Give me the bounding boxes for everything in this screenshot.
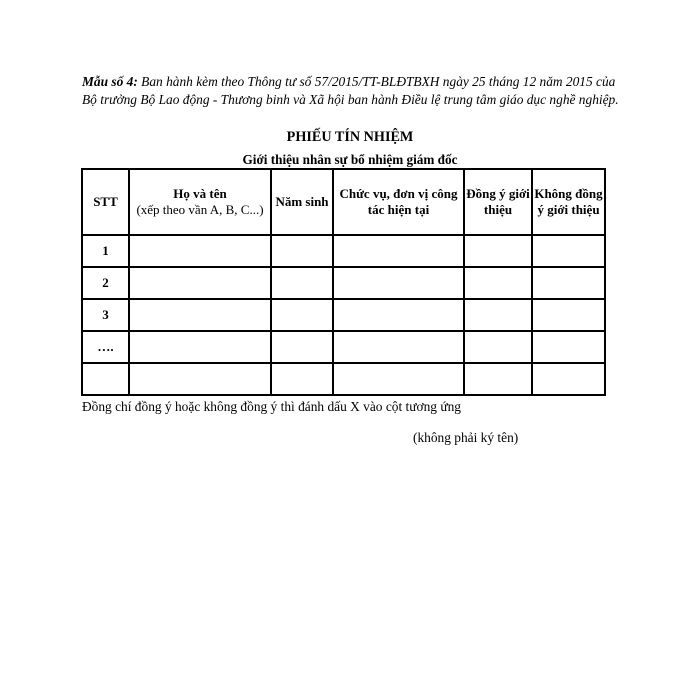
position-cell[interactable] bbox=[333, 331, 464, 363]
header-agree: Đồng ý giới thiệu bbox=[464, 169, 532, 235]
header-birth-year: Năm sinh bbox=[271, 169, 333, 235]
birth-year-cell[interactable] bbox=[271, 363, 333, 395]
document-subtitle: Giới thiệu nhân sự bổ nhiệm giám đốc bbox=[242, 152, 458, 167]
position-cell[interactable] bbox=[333, 267, 464, 299]
signature-note: (không phải ký tên) bbox=[413, 430, 519, 445]
position-cell[interactable] bbox=[333, 363, 464, 395]
form-reference-note bbox=[82, 73, 630, 109]
agree-cell[interactable] bbox=[464, 363, 532, 395]
disagree-cell[interactable] bbox=[532, 235, 605, 267]
row-stt: …. bbox=[82, 331, 129, 363]
row-stt: 3 bbox=[82, 299, 129, 331]
header-name bbox=[129, 169, 271, 235]
header-disagree: Không đồng ý giới thiệu bbox=[532, 169, 605, 235]
row-stt: 1 bbox=[82, 235, 129, 267]
disagree-cell[interactable] bbox=[532, 331, 605, 363]
agree-cell[interactable] bbox=[464, 267, 532, 299]
document-title: PHIẾU TÍN NHIỆM bbox=[286, 129, 414, 145]
table-row bbox=[82, 235, 605, 267]
agree-cell[interactable] bbox=[464, 235, 532, 267]
birth-year-cell[interactable] bbox=[271, 267, 333, 299]
header-name-note: (xếp theo vần A, B, C...) bbox=[136, 202, 264, 217]
birth-year-cell[interactable] bbox=[271, 299, 333, 331]
birth-year-cell[interactable] bbox=[271, 331, 333, 363]
form-number-label: Mẫu số 4: bbox=[82, 74, 138, 89]
header-stt: STT bbox=[82, 169, 129, 235]
position-cell[interactable] bbox=[333, 299, 464, 331]
birth-year-cell[interactable] bbox=[271, 235, 333, 267]
table-header-row bbox=[82, 169, 605, 235]
name-cell[interactable] bbox=[129, 363, 271, 395]
row-stt: 2 bbox=[82, 267, 129, 299]
instruction-note: Đồng chí đồng ý hoặc không đồng ý thì đánh dấu X vào cột tương ứng bbox=[82, 399, 461, 414]
nomination-table bbox=[81, 168, 606, 396]
name-cell[interactable] bbox=[129, 267, 271, 299]
agree-cell[interactable] bbox=[464, 331, 532, 363]
row-stt bbox=[82, 363, 129, 395]
name-cell[interactable] bbox=[129, 235, 271, 267]
agree-cell[interactable] bbox=[464, 299, 532, 331]
disagree-cell[interactable] bbox=[532, 363, 605, 395]
form-reference-text: Ban hành kèm theo Thông tư số 57/2015/TT-BLĐTBXH ngày 25 tháng 12 năm 2015 của Bộ trưởng Bộ Lao động - Thương binh và Xã hội ban hành Điều lệ trung tâm giáo dục nghề nghiệp. bbox=[82, 74, 619, 107]
disagree-cell[interactable] bbox=[532, 267, 605, 299]
name-cell[interactable] bbox=[129, 331, 271, 363]
table-row bbox=[82, 267, 605, 299]
header-position: Chức vụ, đơn vị công tác hiện tại bbox=[333, 169, 464, 235]
table-row bbox=[82, 331, 605, 363]
table-row bbox=[82, 363, 605, 395]
name-cell[interactable] bbox=[129, 299, 271, 331]
position-cell[interactable] bbox=[333, 235, 464, 267]
header-name-label: Họ và tên bbox=[173, 186, 227, 201]
disagree-cell[interactable] bbox=[532, 299, 605, 331]
table-row bbox=[82, 299, 605, 331]
